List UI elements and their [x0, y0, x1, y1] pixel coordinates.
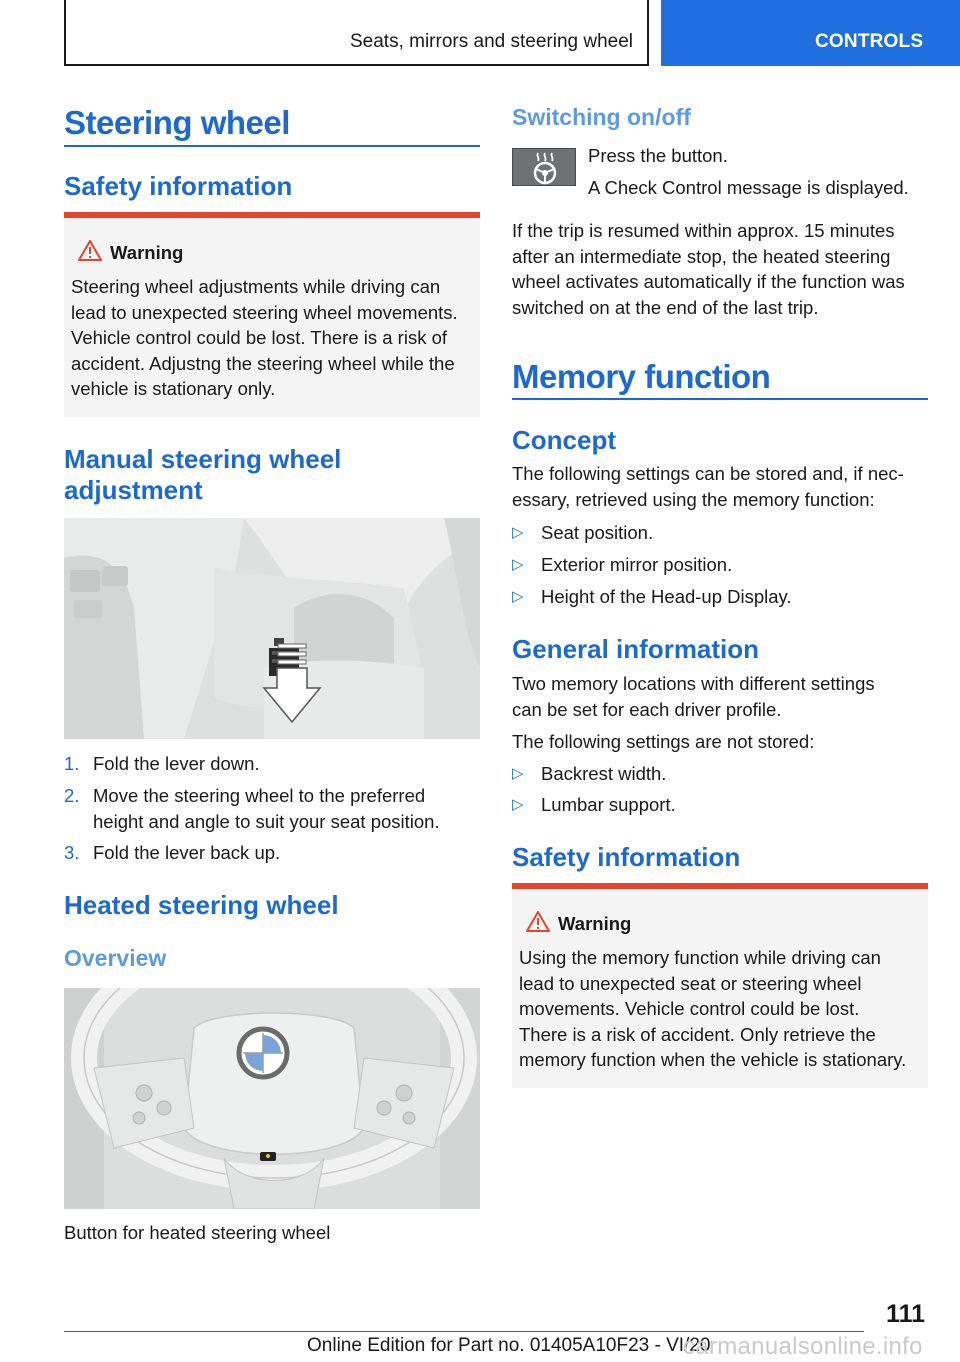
concept-paragraph: The following settings can be stored and, if nec‐ essary, retrieved using the memory function: [512, 463, 904, 510]
warning-triangle-icon [526, 911, 550, 932]
general-info-heading: General information [512, 634, 760, 664]
chapter-label: CONTROLS [815, 31, 924, 52]
section-title: Seats, mirrors and steering wheel [349, 31, 633, 52]
switching-heading: Switching on/off [512, 104, 691, 130]
footer-rule [64, 1331, 864, 1332]
heated-wheel-heading: Heated steering wheel [64, 890, 339, 920]
page-title: Steering wheel [64, 104, 290, 141]
resume-paragraph: If the trip is resumed within approx. 15 minutes after an intermediate stop, the heated steering wheel activates automatically if the function was switched on at the end of the last trip. [512, 220, 905, 318]
steering-wheel-illustration [64, 988, 480, 1209]
chapter-tab[interactable] [661, 0, 960, 66]
warning-box-steering [64, 212, 480, 417]
memory-title: Memory function [512, 358, 771, 395]
not-stored-intro: The following settings are not stored: [512, 731, 815, 752]
switching-instructions: Press the button. A Check Control message is displayed. [588, 145, 909, 198]
step-2: 2. Move the steering wheel to the preferred height and angle to suit your seat position. [64, 785, 440, 832]
heated-steering-wheel-icon [512, 148, 576, 186]
warning-triangle-icon [78, 240, 102, 261]
page-number: 111 [886, 1300, 925, 1328]
header-section-box [64, 0, 649, 66]
overview-heading: Overview [64, 945, 167, 971]
warning-text: Steering wheel adjustments while driving can lead to unexpected steering wheel movements. Vehicle control could be lost. There is a risk of accident. Adjustng the steering wheel while the vehicle is stationary only. [71, 276, 458, 399]
concept-heading: Concept [512, 425, 616, 455]
memory-title-rule [512, 398, 928, 400]
figure-caption: Button for heated steering wheel [64, 1222, 331, 1243]
general-info-paragraph: Two memory locations with different settings can be set for each driver profile. [512, 673, 875, 720]
warning-title: Warning [558, 913, 632, 934]
warning-text: Using the memory function while driving can lead to unexpected seat or steering wheel movements. Vehicle control could be lost. There is a risk of accident. Only retrieve the memory function when the vehicle is stationary. [519, 947, 907, 1070]
watermark: carmanualsonline.info [683, 1333, 923, 1360]
edition-line: Online Edition for Part no. 01405A10F23 - VI/20 [307, 1335, 711, 1356]
title-rule [64, 145, 480, 147]
safety-heading: Safety information [64, 171, 293, 201]
manual-adjustment-heading: Manual steering wheel adjustment [64, 444, 342, 505]
warning-title: Warning [110, 242, 184, 263]
steering-column-illustration [64, 518, 480, 739]
warning-box-memory [512, 883, 928, 1088]
memory-safety-heading: Safety information [512, 842, 741, 872]
